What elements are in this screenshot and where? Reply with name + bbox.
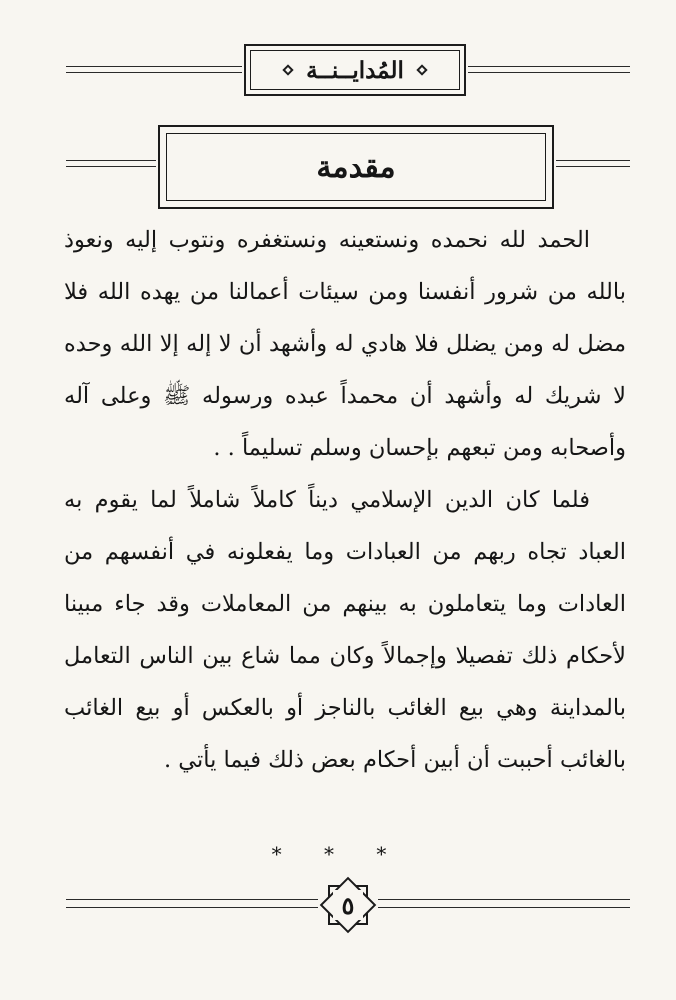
paragraph: فلما كان الدين الإسلامي ديناً كاملاً شاملاً لما يقوم به العباد تجاه ربهم من العبادات وما يفعلونه في أنفسهم من العادات وما يتعاملون به بينهم من المعاملات وقد جاء مبينا لأحكام ذلك تفصيلا وإجمالاً وكان مما شاع بين الناس التعامل بالمداينة وهي بيع الغائب بالناجز أو بالعكس أو بيع الغائب بالغائب أحببت أن أبين أحكام بعض ذلك فيما يأتي . xyxy=(64,487,627,773)
running-header-inner-frame xyxy=(250,50,460,90)
footer-rule-right-top xyxy=(378,899,630,900)
running-header-title: المُدايــنــة xyxy=(306,56,404,84)
section-title-inner-frame xyxy=(166,133,546,201)
section-separator: * * * xyxy=(271,842,405,866)
header-rule-left-top xyxy=(66,66,242,67)
footer-rule-right-bottom xyxy=(378,907,630,908)
page-number: ٥ xyxy=(341,890,355,920)
section-rule-left-bottom xyxy=(66,166,156,167)
page-number-badge xyxy=(318,875,378,935)
section-rule-right-bottom xyxy=(556,166,630,167)
section-title-frame xyxy=(158,125,554,209)
diamond-ornament-icon xyxy=(416,64,427,75)
diamond-ornament-icon xyxy=(282,64,293,75)
header-rule-right-top xyxy=(468,66,630,67)
footer-rule-left-top xyxy=(66,899,318,900)
section-rule-left-top xyxy=(66,160,156,161)
header-rule-right-bottom xyxy=(468,72,630,73)
running-header-frame xyxy=(244,44,466,96)
header-rule-left-bottom xyxy=(66,72,242,73)
body-text xyxy=(64,214,626,786)
section-rule-right-top xyxy=(556,160,630,161)
paragraph: الحمد لله نحمده ونستعينه ونستغفره ونتوب إليه ونعوذ بالله من شرور أنفسنا ومن سيئات أعمالنا من يهده الله فلا مضل له ومن يضلل فلا هادي له وأشهد أن لا إله إلا الله وحده لا شريك له وأشهد أن محمداً عبده ورسوله ﷺ وعلى آله وأصحابه ومن تبعهم بإحسان وسلم تسليماً . . xyxy=(64,227,626,461)
footer-rule-left-bottom xyxy=(66,907,318,908)
section-title: مقدمة xyxy=(316,149,396,185)
